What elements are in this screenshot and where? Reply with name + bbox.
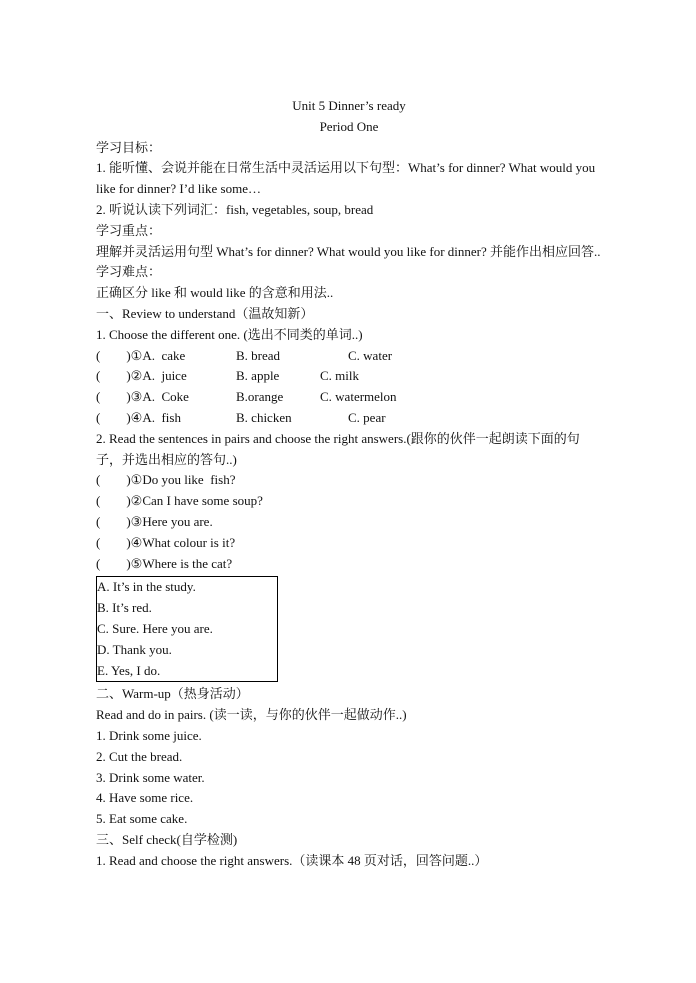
- key-points-heading: 学习重点：: [96, 222, 162, 238]
- row-stem: ( )①A. cake: [96, 347, 186, 363]
- warmup-item: 1. Drink some juice.: [96, 727, 202, 743]
- answer-box: [96, 576, 278, 682]
- goal-2: 2. 听说认读下列词汇：fish, vegetables, soup, bread: [96, 201, 374, 217]
- question-2-title: 2. Read the sentences in pairs and choose the right answers.(跟你的伙伴一起朗读下面的句子，并选出相应的答句..): [96, 430, 580, 467]
- answer-option: C. Sure. Here you are.: [97, 620, 213, 636]
- self-check-question-1: 1. Read and choose the right answers.（读课本 48 页对话，回答问题..）: [96, 852, 488, 868]
- option-c: C. watermelon: [320, 389, 397, 405]
- option-b: B.orange: [236, 389, 284, 405]
- question-2-item: ( )②Can I have some soup?: [96, 493, 263, 509]
- answer-option: A. It’s in the study.: [97, 579, 196, 595]
- goal-1: 1. 能听懂、会说并能在日常生活中灵活运用以下句型：What’s for dinner? What would you like for dinner? I’d like some…: [96, 160, 596, 197]
- warmup-intro: Read and do in pairs. (读一读，与你的伙伴一起做动作..): [96, 707, 407, 723]
- question-2-item: ( )④What colour is it?: [96, 534, 236, 550]
- page-title: Unit 5 Dinner’s ready: [292, 98, 406, 113]
- goals-heading: 学习目标：: [96, 139, 162, 155]
- section-warmup-heading: 二、Warm-up（热身活动）: [96, 686, 249, 702]
- question-2-item: ( )③Here you are.: [96, 513, 213, 529]
- difficulty-heading: 学习难点：: [96, 264, 162, 280]
- option-b: B. chicken: [236, 409, 292, 425]
- warmup-item: 3. Drink some water.: [96, 769, 205, 785]
- question-1-title: 1. Choose the different one. (选出不同类的单词..): [96, 326, 363, 342]
- option-c: C. water: [348, 347, 393, 363]
- answer-option: D. Thank you.: [97, 641, 172, 657]
- question-1-row: [96, 366, 602, 387]
- row-stem: ( )②A. juice: [96, 368, 187, 384]
- difficulty-text: 正确区分 like 和 would like 的含意和用法..: [96, 285, 334, 301]
- question-1-row: [96, 346, 602, 367]
- answer-option: B. It’s red.: [97, 600, 152, 616]
- row-stem: ( )④A. fish: [96, 409, 181, 425]
- warmup-item: 2. Cut the bread.: [96, 748, 183, 764]
- question-1-row: [96, 408, 602, 429]
- warmup-item: 5. Eat some cake.: [96, 811, 188, 827]
- option-b: B. apple: [236, 368, 280, 384]
- section-self-check-heading: 三、Self check(自学检测): [96, 831, 238, 847]
- warmup-item: 4. Have some rice.: [96, 790, 194, 806]
- section-review-heading: 一、Review to understand（温故知新）: [96, 305, 314, 321]
- question-2-item: ( )①Do you like fish?: [96, 472, 236, 488]
- question-2-item: ( )⑤Where is the cat?: [96, 555, 233, 571]
- answer-option: E. Yes, I do.: [97, 662, 161, 678]
- option-c: C. milk: [320, 368, 360, 384]
- key-points-text: 理解并灵活运用句型 What’s for dinner? What would you like for dinner? 并能作出相应回答..: [96, 243, 601, 259]
- worksheet-page: [96, 96, 602, 871]
- page-subtitle: Period One: [319, 118, 379, 134]
- row-stem: ( )③A. Coke: [96, 389, 189, 405]
- option-c: C. pear: [348, 409, 386, 425]
- option-b: B. bread: [236, 347, 281, 363]
- question-1-row: [96, 387, 602, 408]
